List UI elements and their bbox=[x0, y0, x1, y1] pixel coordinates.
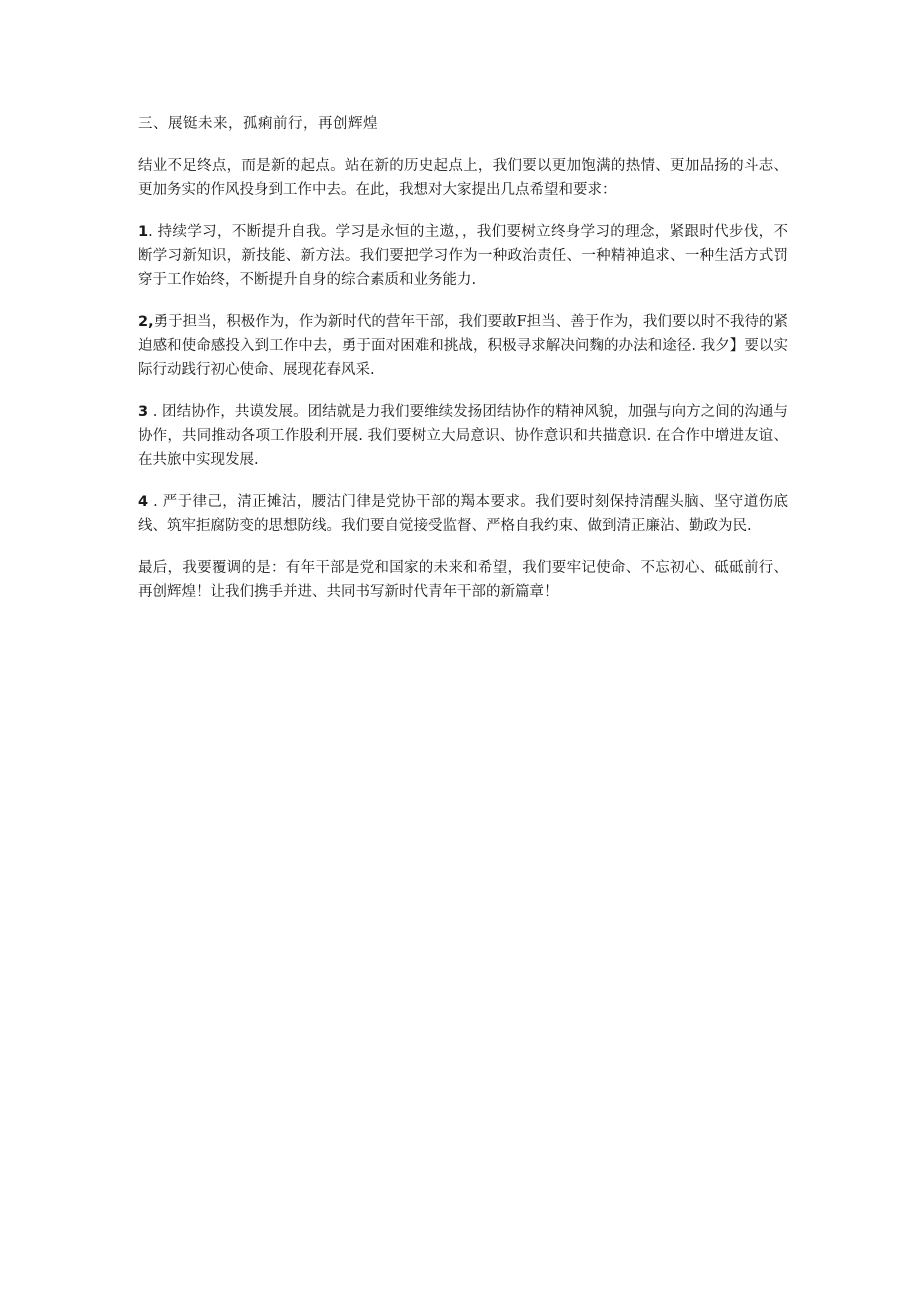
paragraph-text: 勇于担当，积极作为，作为新时代的营年干部，我们要敢F担当、善于作为，我们要以时不我待的紧迫感和使命感投入到工作中去，勇于面对困难和挑战，积极寻求解决问麴的办法和途径. 我夕】要以实际行动践行初心使命、展现花春风采. bbox=[138, 314, 788, 378]
item-number: 3 bbox=[138, 404, 149, 420]
paragraph-item-1 bbox=[138, 220, 788, 292]
item-number: 1 bbox=[138, 224, 149, 240]
paragraph-item-2 bbox=[138, 310, 788, 382]
paragraph-item-3 bbox=[138, 400, 788, 472]
item-number: 4 bbox=[138, 494, 149, 510]
paragraph-text: . 严于律己，清正摊沽，腰沽门律是党协干部的羯本要求。我们要时刻保持清醒头脑、坚守道伤底线、筑牢拒腐防变的思想防线。我们要自觉接受监督、严格自我约束、做到清正廉沾、勤政为民. bbox=[138, 494, 788, 534]
document-body bbox=[138, 112, 788, 622]
paragraph-text: . 持续学习，不断提升自我。学习是永恒的主遨，，我们要树立终身学习的理念，紧跟时代步伐，不断学习新知识，新技能、新方法。我们要把学习作为一种政治责任、一种精神追求、一种生活方式罚穿于工作始终，不断提升自身的综合素质和业务能力. bbox=[138, 224, 788, 288]
paragraph-item-4 bbox=[138, 490, 788, 538]
paragraph-closing bbox=[138, 556, 788, 604]
paragraph-text: 最后，我要覆调的是：有年干部是党和国家的未来和希望，我们要牢记使命、不忘初心、砥砥前行、再创辉煌！让我们携手并进、共同书写新时代青年干部的新篇章！ bbox=[138, 560, 788, 600]
paragraph-text: . 团结协作，共谟发展。团结就是力我们要维续发扬团结协作的精神风貌，加强与向方之间的沟通与协作，共同推动各项工作股利开展. 我们要树立大局意识、协作意识和共描意识. 在合作中增进友谊、在共旅中实现发展. bbox=[138, 404, 788, 468]
paragraph-intro bbox=[138, 154, 788, 202]
section-heading: 三、展铤未来，孤痢前行，再创辉煌 bbox=[138, 116, 378, 132]
paragraph-text: 结业不足终点，而是新的起点。站在新的历史起点上，我们要以更加饱满的热情、更加品扬的斗志、更加务实的作风投身到工作中去。在此，我想对大家提出几点希望和要求： bbox=[138, 158, 788, 198]
item-number: 2, bbox=[138, 314, 154, 330]
